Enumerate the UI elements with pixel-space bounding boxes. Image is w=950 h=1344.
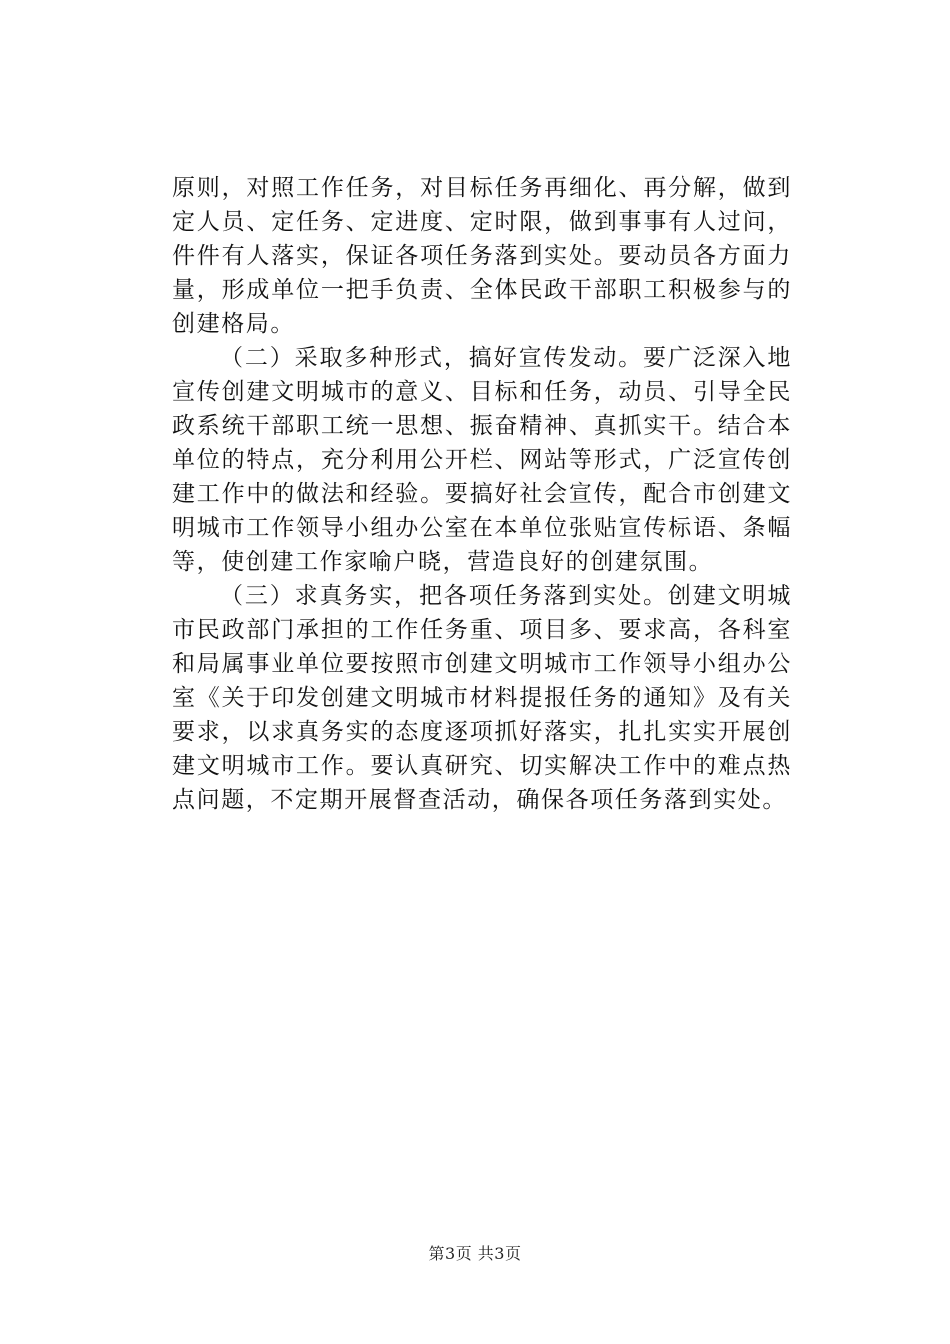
- paragraph-section-2: （二）采取多种形式，搞好宣传发动。要广泛深入地宣传创建文明城市的意义、目标和任务，动员、引导全民政系统干部职工统一思想、振奋精神、真抓实干。结合本单位的特点，充分利用公开栏、网站等形式，广泛宣传创建工作中的做法和经验。要搞好社会宣传，配合市创建文明城市工作领导小组办公室在本单位张贴宣传标语、条幅等，使创建工作家喻户晓，营造良好的创建氛围。: [172, 345, 792, 575]
- paragraph-section-3: （三）求真务实，把各项任务落到实处。创建文明城市民政部门承担的工作任务重、项目多、要求高，各科室和局属事业单位要按照市创建文明城市工作领导小组办公室《关于印发创建文明城市材料提报任务的通知》及有关要求，以求真务实的态度逐项抓好落实，扎扎实实开展创建文明城市工作。要认真研究、切实解决工作中的难点热点问题，不定期开展督查活动，确保各项任务落到实处。: [172, 583, 792, 813]
- paragraph-continuation: 原则，对照工作任务，对目标任务再细化、再分解，做到定人员、定任务、定进度、定时限，做到事事有人过问，件件有人落实，保证各项任务落到实处。要动员各方面力量，形成单位一把手负责、全体民政干部职工积极参与的创建格局。: [172, 175, 792, 337]
- document-body: [172, 171, 792, 817]
- page-number-footer: 第3页 共3页: [428, 1244, 522, 1263]
